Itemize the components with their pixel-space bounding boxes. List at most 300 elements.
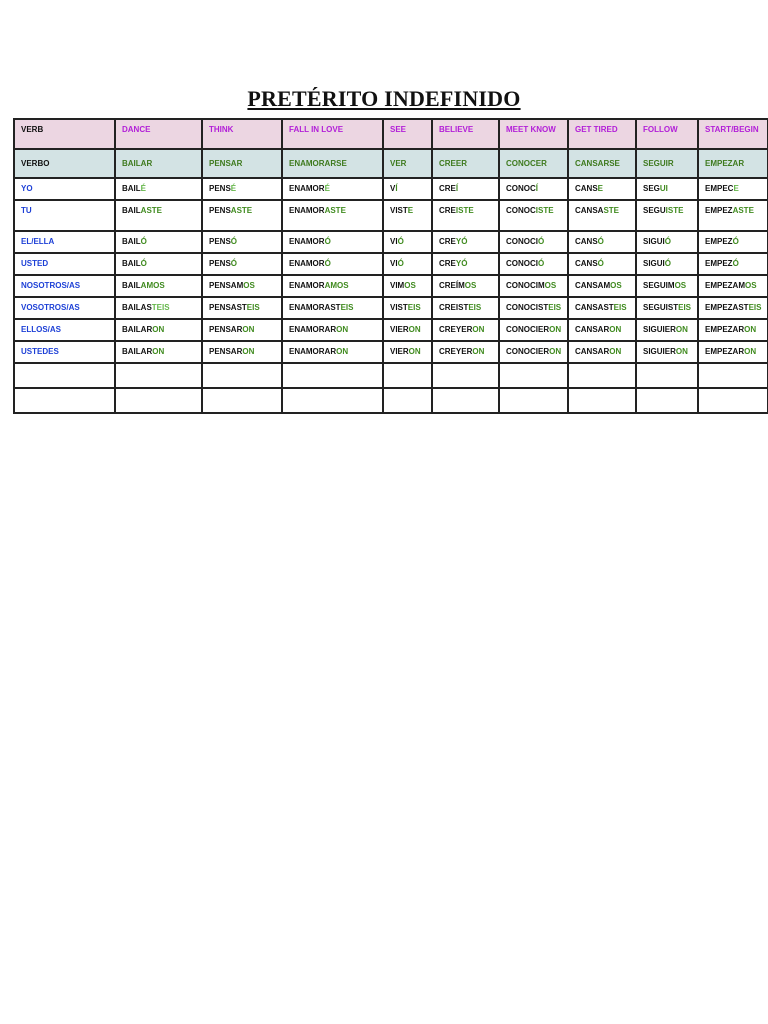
verb-stem: BAIL: [122, 259, 141, 268]
spanish-header-cell: [383, 149, 432, 178]
conjugation-form: [289, 298, 382, 312]
conjugation-form: [705, 320, 767, 334]
verb-stem: CREYER: [439, 325, 473, 334]
conjugation-cell: [383, 275, 432, 297]
conjugation-cell: [499, 253, 568, 275]
conjugation-form: [575, 232, 635, 246]
spanish-header-label: EMPEZAR: [705, 158, 745, 168]
conjugation-cell: [636, 231, 698, 253]
verb-stem: PENSAR: [209, 347, 243, 356]
verb-ending: EIS: [340, 303, 354, 312]
verb-stem: CANSAR: [575, 325, 610, 334]
conjugation-cell: [698, 231, 768, 253]
table-body: [14, 119, 768, 413]
english-header-cell: [568, 119, 636, 149]
verb-ending: ON: [549, 325, 562, 334]
conjugation-form: [122, 320, 201, 334]
verb-stem: BAIL: [122, 184, 141, 193]
conjugation-cell: [499, 297, 568, 319]
verb-ending: E: [597, 184, 604, 193]
verb-ending: ON: [336, 347, 349, 356]
spanish-header-label: VER: [390, 158, 407, 168]
english-header-label: THINK: [209, 125, 234, 134]
verb-ending: AMOS: [140, 281, 165, 290]
verb-stem: CREÍM: [439, 281, 465, 290]
conjugation-form: [439, 179, 498, 193]
empty-cell: [115, 363, 202, 388]
english-header-label: FOLLOW: [643, 125, 678, 134]
conjugation-cell: [636, 275, 698, 297]
conjugation-cell: [282, 200, 383, 231]
empty-cell: [14, 363, 115, 388]
verb-ending: ON: [549, 347, 562, 356]
spanish-header-cell: [636, 149, 698, 178]
verb-ending: ISTE: [535, 206, 554, 215]
pronoun-label: EL/ELLA: [21, 237, 55, 246]
empty-row: [14, 363, 768, 388]
conjugation-form: [439, 254, 498, 268]
conjugation-cell: [115, 178, 202, 200]
conjugation-form: [289, 276, 382, 290]
empty-cell: [568, 363, 636, 388]
conjugation-cell: [115, 275, 202, 297]
verb-ending: Ó: [664, 259, 672, 268]
conjugation-cell: [568, 275, 636, 297]
spanish-header-label: ENAMORARSE: [289, 158, 347, 168]
verb-stem: BAIL: [122, 206, 141, 215]
verb-ending: ON: [242, 325, 255, 334]
verb-ending: Ó: [324, 237, 331, 246]
conjugation-cell: [568, 297, 636, 319]
verb-stem: CONOC: [506, 184, 536, 193]
verb-stem: VI: [390, 259, 398, 268]
conjugation-cell: [202, 297, 282, 319]
table-row: [14, 200, 768, 231]
verb-ending: ISTE: [455, 206, 474, 215]
conjugation-cell: [499, 231, 568, 253]
conjugation-form: [209, 201, 281, 215]
conjugation-cell: [115, 231, 202, 253]
verb-ending: ON: [152, 325, 165, 334]
verb-ending: É: [140, 184, 147, 193]
verb-ending: Ó: [732, 259, 739, 268]
conjugation-cell: [202, 231, 282, 253]
verb-ending: É: [324, 184, 330, 193]
conjugation-form: [390, 232, 431, 246]
verb-ending: EIS: [678, 303, 692, 312]
verb-ending: YÓ: [455, 259, 468, 268]
conjugation-form: [705, 201, 767, 215]
pronoun-cell: [14, 231, 115, 253]
verb-ending: ON: [675, 347, 688, 356]
verb-ending: ON: [242, 347, 255, 356]
conjugation-form: [289, 232, 382, 246]
verb-ending: OS: [745, 281, 757, 290]
conjugation-cell: [202, 341, 282, 363]
verb-ending: EIS: [407, 303, 421, 312]
pronoun-cell: [14, 200, 115, 231]
spanish-header-cell: [568, 149, 636, 178]
empty-cell: [432, 388, 499, 413]
conjugation-form: [122, 276, 201, 290]
pronoun-cell: [14, 341, 115, 363]
verb-stem: PENSAM: [209, 281, 244, 290]
verb-stem: SEG: [643, 184, 660, 193]
conjugation-form: [439, 320, 498, 334]
spanish-header-cell: [14, 149, 115, 178]
empty-cell: [698, 388, 768, 413]
verb-stem: VIER: [390, 325, 409, 334]
conjugation-cell: [499, 178, 568, 200]
conjugation-cell: [698, 178, 768, 200]
pronoun-cell: [14, 297, 115, 319]
english-header-cell: [115, 119, 202, 149]
verb-stem: PENS: [209, 206, 231, 215]
verb-ending: Ó: [397, 259, 404, 268]
conjugation-form: [439, 298, 498, 312]
verb-ending: EIS: [548, 303, 562, 312]
conjugation-cell: [568, 341, 636, 363]
english-header-label: BELIEVE: [439, 125, 474, 134]
page-title: PRETÉRITO INDEFINIDO: [247, 86, 521, 111]
english-header: [14, 119, 768, 149]
verb-stem: PENS: [209, 259, 231, 268]
verb-ending: TEIS: [151, 303, 170, 312]
conjugation-form: [575, 179, 635, 193]
verb-stem: SIGUI: [643, 259, 665, 268]
spanish-header-cell: [698, 149, 768, 178]
conjugation-cell: [115, 200, 202, 231]
verb-stem: SEGU: [643, 206, 666, 215]
conjugation-form: [390, 276, 431, 290]
pronoun-label: NOSOTROS/AS: [21, 281, 81, 290]
verb-ending: Ó: [664, 237, 672, 246]
verb-stem: ENAMORAR: [289, 325, 337, 334]
verb-stem: CONOCIST: [506, 303, 549, 312]
pronoun-label: TU: [21, 206, 32, 215]
conjugation-form: [122, 298, 201, 312]
verb-ending: E: [407, 206, 414, 215]
verb-stem: PENS: [209, 237, 231, 246]
verb-stem: CRE: [439, 237, 456, 246]
conjugation-form: [506, 201, 567, 215]
conjugation-form: [705, 276, 767, 290]
verb-ending: Ó: [230, 237, 238, 246]
conjugation-form: [506, 276, 567, 290]
english-header-cell: [14, 119, 115, 149]
conjugation-form: [439, 201, 498, 215]
verb-stem: V: [390, 184, 396, 193]
verb-stem: CANSAST: [575, 303, 614, 312]
conjugation-form: [209, 342, 281, 356]
conjugation-cell: [568, 178, 636, 200]
verb-ending: AMOS: [324, 281, 349, 290]
verb-ending: OS: [243, 281, 255, 290]
conjugation-form: [643, 342, 697, 356]
empty-cell: [282, 388, 383, 413]
verb-ending: E: [733, 184, 739, 193]
conjugation-cell: [383, 231, 432, 253]
spanish-header-cell: [432, 149, 499, 178]
conjugation-form: [643, 201, 697, 215]
verb-stem: PENS: [209, 184, 231, 193]
empty-cell: [636, 388, 698, 413]
verb-stem: EMPEZAST: [705, 303, 749, 312]
conjugation-cell: [432, 200, 499, 231]
verb-ending: EIS: [748, 303, 762, 312]
verb-ending: OS: [674, 281, 687, 290]
conjugation-form: [506, 298, 567, 312]
pronoun-cell: [14, 253, 115, 275]
conjugation-cell: [432, 231, 499, 253]
english-header-label: VERB: [21, 125, 44, 134]
verb-stem: CANS: [575, 237, 598, 246]
empty-cell: [14, 388, 115, 413]
verb-ending: EIS: [468, 303, 482, 312]
empty-cell: [432, 363, 499, 388]
conjugation-cell: [499, 341, 568, 363]
empty-cell: [282, 363, 383, 388]
conjugation-form: [289, 320, 382, 334]
verb-ending: Ó: [597, 237, 604, 246]
english-header-label: GET TIRED: [575, 125, 618, 134]
verb-stem: EMPEZAR: [705, 347, 745, 356]
spanish-header-cell: [282, 149, 383, 178]
conjugation-form: [575, 276, 635, 290]
conjugation-form: [122, 201, 201, 215]
conjugation-form: [439, 276, 498, 290]
conjugation-cell: [698, 275, 768, 297]
empty-cell: [383, 388, 432, 413]
conjugation-cell: [282, 178, 383, 200]
table-row: [14, 253, 768, 275]
verb-stem: SIGUI: [643, 237, 665, 246]
conjugation-cell: [698, 200, 768, 231]
verb-stem: SIGUIER: [643, 347, 676, 356]
table-row: [14, 297, 768, 319]
conjugation-form: [122, 342, 201, 356]
verb-ending: Ó: [324, 259, 331, 268]
verb-stem: CREYER: [439, 347, 473, 356]
conjugation-cell: [282, 341, 383, 363]
empty-cell: [499, 388, 568, 413]
verb-ending: STE: [603, 206, 620, 215]
spanish-header-label: CANSARSE: [575, 158, 620, 168]
english-header-label: DANCE: [122, 125, 151, 134]
verb-ending: ON: [408, 347, 421, 356]
verb-ending: EIS: [613, 303, 627, 312]
conjugation-cell: [202, 275, 282, 297]
pronoun-label: USTED: [21, 259, 49, 268]
verb-stem: CONOC: [506, 206, 536, 215]
conjugation-form: [289, 179, 382, 193]
conjugation-form: [209, 276, 281, 290]
conjugation-cell: [115, 341, 202, 363]
verb-stem: VIST: [390, 303, 408, 312]
conjugation-form: [506, 179, 567, 193]
verb-stem: ENAMORAST: [289, 303, 341, 312]
verb-ending: OS: [610, 281, 622, 290]
conjugation-cell: [202, 200, 282, 231]
verb-ending: ON: [472, 325, 485, 334]
verb-stem: CONOCI: [506, 259, 538, 268]
empty-cell: [202, 388, 282, 413]
conjugation-cell: [698, 297, 768, 319]
verb-stem: CRE: [439, 184, 456, 193]
verb-ending: ASTE: [324, 206, 346, 215]
verb-stem: CANSA: [575, 206, 604, 215]
verb-stem: EMPEC: [705, 184, 734, 193]
conjugation-cell: [115, 319, 202, 341]
verb-ending: YÓ: [455, 237, 468, 246]
pronoun-label: VOSOTROS/AS: [21, 303, 80, 312]
verb-stem: EMPEZ: [705, 237, 733, 246]
conjugation-cell: [636, 253, 698, 275]
conjugation-form: [643, 298, 697, 312]
verb-stem: CANS: [575, 259, 598, 268]
verb-ending: OS: [544, 281, 557, 290]
conjugation-cell: [568, 231, 636, 253]
spanish-header-cell: [115, 149, 202, 178]
conjugation-form: [705, 342, 767, 356]
verb-ending: ON: [609, 347, 622, 356]
conjugation-cell: [568, 253, 636, 275]
english-header-label: START/BEGIN: [705, 125, 759, 134]
conjugation-form: [122, 179, 201, 193]
verb-stem: PENSAST: [209, 303, 247, 312]
conjugation-cell: [202, 178, 282, 200]
conjugation-cell: [568, 200, 636, 231]
conjugation-form: [506, 320, 567, 334]
verb-ending: ON: [408, 325, 421, 334]
conjugation-cell: [432, 319, 499, 341]
verb-ending: Ó: [538, 237, 545, 246]
conjugation-form: [122, 232, 201, 246]
conjugation-cell: [383, 200, 432, 231]
conjugation-cell: [499, 200, 568, 231]
conjugation-form: [390, 179, 431, 193]
conjugation-cell: [383, 319, 432, 341]
conjugation-cell: [636, 341, 698, 363]
verb-ending: ISTE: [665, 206, 684, 215]
table-row: [14, 178, 768, 200]
conjugation-table: [13, 118, 768, 414]
conjugation-cell: [499, 275, 568, 297]
empty-cell: [115, 388, 202, 413]
verb-stem: SEGUIM: [643, 281, 675, 290]
pronoun-label: USTEDES: [21, 347, 59, 356]
conjugation-cell: [202, 319, 282, 341]
conjugation-form: [289, 254, 382, 268]
verb-ending: ON: [744, 325, 757, 334]
verb-stem: PENSAR: [209, 325, 243, 334]
conjugation-form: [575, 320, 635, 334]
table-row: [14, 231, 768, 253]
conjugation-cell: [568, 319, 636, 341]
conjugation-cell: [698, 319, 768, 341]
verb-stem: BAILAR: [122, 325, 153, 334]
pronoun-cell: [14, 178, 115, 200]
conjugation-form: [390, 201, 431, 215]
verb-stem: BAILAS: [122, 303, 152, 312]
conjugation-form: [643, 232, 697, 246]
verb-stem: CANSAR: [575, 347, 610, 356]
verb-stem: EMPEZAR: [705, 325, 745, 334]
verb-ending: ON: [675, 325, 688, 334]
verb-stem: ENAMOR: [289, 281, 325, 290]
spanish-header-label: CREER: [439, 158, 468, 168]
verb-stem: VI: [390, 237, 398, 246]
spanish-header-label: BAILAR: [122, 158, 153, 168]
verb-ending: Í: [395, 184, 398, 193]
verb-stem: VIM: [390, 281, 405, 290]
table-row: [14, 319, 768, 341]
spanish-header-label: PENSAR: [209, 158, 243, 168]
verb-ending: Ó: [140, 259, 147, 268]
conjugation-form: [289, 201, 382, 215]
conjugation-form: [705, 298, 767, 312]
verb-stem: BAIL: [122, 281, 141, 290]
verb-ending: Ó: [230, 259, 238, 268]
english-header-cell: [383, 119, 432, 149]
verb-stem: CONOCIM: [506, 281, 545, 290]
conjugation-form: [575, 298, 635, 312]
english-header-cell: [499, 119, 568, 149]
pronoun-label: ELLOS/AS: [21, 325, 62, 334]
conjugation-form: [439, 342, 498, 356]
verb-stem: CANSAM: [575, 281, 611, 290]
verb-ending: UI: [659, 184, 668, 193]
english-header-cell: [432, 119, 499, 149]
verb-ending: Ó: [140, 237, 147, 246]
verb-ending: ON: [152, 347, 165, 356]
verb-stem: CONOCI: [506, 237, 538, 246]
spanish-header-label: VERBO: [21, 158, 50, 168]
conjugation-cell: [432, 341, 499, 363]
english-header-cell: [202, 119, 282, 149]
spanish-header-label: SEGUIR: [643, 158, 674, 168]
verb-ending: EIS: [246, 303, 260, 312]
conjugation-cell: [432, 275, 499, 297]
verb-stem: EMPEZ: [705, 206, 733, 215]
conjugation-form: [705, 232, 767, 246]
conjugation-cell: [432, 297, 499, 319]
verb-ending: Ó: [538, 259, 545, 268]
english-header-cell: [698, 119, 768, 149]
verb-stem: VIST: [390, 206, 408, 215]
verb-stem: SEGUIST: [643, 303, 679, 312]
conjugation-cell: [636, 297, 698, 319]
pronoun-cell: [14, 319, 115, 341]
empty-cell: [636, 363, 698, 388]
verb-stem: EMPEZAM: [705, 281, 745, 290]
conjugation-form: [705, 254, 767, 268]
conjugation-cell: [432, 178, 499, 200]
conjugation-cell: [282, 253, 383, 275]
conjugation-cell: [698, 341, 768, 363]
empty-cell: [698, 363, 768, 388]
conjugation-form: [439, 232, 498, 246]
conjugation-cell: [499, 319, 568, 341]
conjugation-cell: [282, 319, 383, 341]
conjugation-cell: [282, 297, 383, 319]
conjugation-form: [506, 232, 567, 246]
english-header-label: MEET KNOW: [506, 125, 556, 134]
conjugation-form: [643, 276, 697, 290]
conjugation-cell: [698, 253, 768, 275]
english-header-cell: [636, 119, 698, 149]
english-header-cell: [282, 119, 383, 149]
